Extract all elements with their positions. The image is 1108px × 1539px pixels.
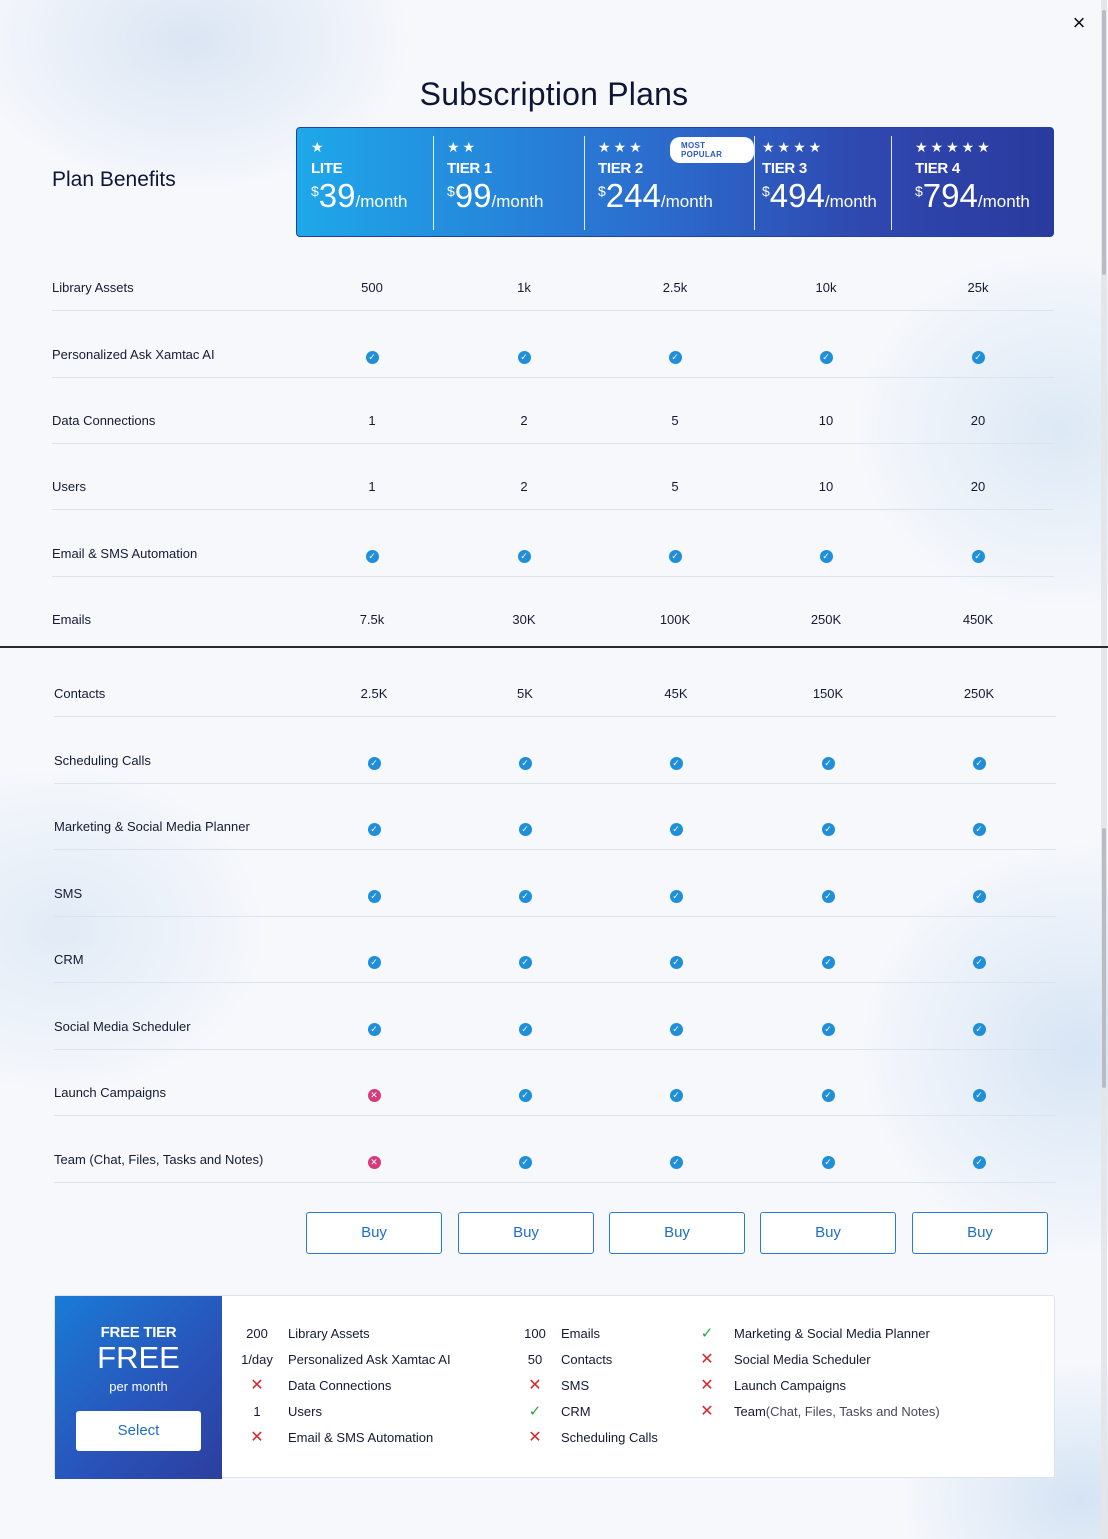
table-cell: 450K: [962, 612, 994, 627]
table-cell-icon: [344, 887, 404, 903]
check-circle-icon: ✓: [973, 757, 986, 770]
free-tier-benefit: [561, 1429, 658, 1447]
free-tier-benefit: [288, 1351, 451, 1369]
free-tier-icon: [687, 1377, 727, 1395]
table-cell: 2.5K: [360, 686, 388, 701]
table-row: [0, 1060, 1108, 1126]
free-tier-benefit: [734, 1377, 846, 1395]
free-tier-icon: [237, 1429, 277, 1447]
table-cell-icon: [342, 348, 402, 364]
table-cell: 5: [671, 413, 679, 428]
free-tier-benefit: [288, 1377, 391, 1395]
price-period: /month: [491, 192, 544, 211]
price-amount: 794: [922, 177, 978, 214]
table-cell: 30K: [512, 612, 536, 627]
x-circle-icon: ✕: [368, 1089, 381, 1102]
table-cell-icon: [344, 1020, 404, 1036]
table-cell-icon: [646, 1153, 706, 1169]
table-cell-icon: [798, 1086, 858, 1102]
row-divider: [54, 1049, 1056, 1050]
table-cell-icon: [798, 1020, 858, 1036]
buy-button-lite[interactable]: Buy: [306, 1212, 442, 1254]
tier-2: [584, 128, 754, 236]
tier-name: TIER 1: [447, 160, 492, 177]
x-icon: ✕: [700, 1377, 714, 1394]
free-tier-benefit: [288, 1325, 370, 1343]
table-cell-icon: [646, 1020, 706, 1036]
table-row: [0, 587, 1108, 653]
buy-button-tier-1[interactable]: Buy: [458, 1212, 594, 1254]
table-cell-icon: [645, 348, 705, 364]
free-tier-icon: [687, 1325, 727, 1343]
free-tier-benefit: [734, 1325, 930, 1343]
row-divider: [54, 1115, 1056, 1116]
table-cell-icon: [949, 953, 1009, 969]
table-cell: 150K: [812, 686, 844, 701]
benefit-label: Emails: [52, 612, 92, 627]
table-cell-icon: [949, 887, 1009, 903]
tier-3: [754, 128, 891, 236]
tier-4: [891, 128, 1053, 236]
free-tier-icon: [515, 1377, 555, 1395]
tier-price: [447, 179, 584, 213]
row-divider: [54, 783, 1056, 784]
x-circle-icon: ✕: [368, 1156, 381, 1169]
page-title: Subscription Plans: [419, 76, 689, 112]
star-icon: ★★★★: [762, 139, 825, 155]
free-tier-benefit-suffix: (Chat, Files, Tasks and Notes): [765, 1404, 940, 1419]
benefit-label: CRM: [54, 952, 84, 967]
table-cell: 10: [818, 479, 834, 494]
check-circle-icon: ✓: [519, 757, 532, 770]
table-cell-icon: [495, 754, 555, 770]
tier-price: [598, 179, 754, 213]
table-cell: 25k: [967, 280, 989, 295]
free-tier-benefit: [561, 1325, 600, 1343]
benefit-label: Marketing & Social Media Planner: [54, 819, 250, 834]
free-tier-benefit-label: Team: [734, 1404, 766, 1419]
table-cell-icon: [949, 754, 1009, 770]
table-row: [0, 255, 1108, 321]
price-period: /month: [355, 192, 408, 211]
table-row: [0, 1127, 1108, 1193]
free-tier-benefit: [734, 1351, 871, 1369]
table-cell-icon: [495, 1086, 555, 1102]
benefit-label: Data Connections: [52, 413, 156, 428]
buy-button-tier-4[interactable]: Buy: [912, 1212, 1048, 1254]
free-tier-value: 1/day: [241, 1352, 273, 1367]
free-tier-benefit: [561, 1403, 591, 1421]
table-cell: 10k: [815, 280, 837, 295]
free-tier-benefit-label: CRM: [561, 1404, 591, 1419]
check-circle-icon: ✓: [822, 757, 835, 770]
row-divider: [54, 849, 1056, 850]
table-cell-icon: [344, 754, 404, 770]
table-cell-icon: [798, 953, 858, 969]
free-tier-period: per month: [109, 1379, 168, 1394]
row-divider: [52, 310, 1054, 311]
price-period: /month: [824, 192, 877, 211]
free-tier-benefit-label: Personalized Ask Xamtac AI: [288, 1352, 451, 1367]
row-divider: [54, 1182, 1056, 1183]
free-tier-benefit-label: Library Assets: [288, 1326, 370, 1341]
benefit-label: Contacts: [54, 686, 106, 701]
table-cell-icon: [342, 547, 402, 563]
table-row: [0, 661, 1108, 727]
price-amount: 99: [454, 177, 492, 214]
currency: $: [311, 183, 319, 199]
tier-name: TIER 3: [762, 160, 807, 177]
benefit-label: Users: [52, 479, 86, 494]
check-circle-icon: ✓: [519, 1156, 532, 1169]
check-icon: ✓: [528, 1403, 542, 1420]
check-circle-icon: ✓: [670, 1156, 683, 1169]
table-cell-icon: [646, 1086, 706, 1102]
table-row: [0, 521, 1108, 587]
check-circle-icon: ✓: [822, 823, 835, 836]
table-cell-icon: [948, 547, 1008, 563]
free-tier-benefit-label: Data Connections: [288, 1378, 392, 1393]
price-amount: 39: [318, 177, 356, 214]
x-icon: ✕: [700, 1403, 714, 1420]
check-circle-icon: ✓: [820, 550, 833, 563]
table-cell-icon: [646, 820, 706, 836]
table-cell: 20: [970, 413, 986, 428]
check-circle-icon: ✓: [670, 823, 683, 836]
free-tier-icon: [237, 1377, 277, 1395]
check-circle-icon: ✓: [973, 1089, 986, 1102]
table-cell: 2: [520, 479, 528, 494]
currency: $: [447, 183, 455, 199]
tier-name: TIER 2: [598, 160, 643, 177]
free-tier-benefit: [288, 1403, 322, 1421]
free-tier-heading: FREE TIER: [100, 1324, 177, 1341]
check-circle-icon: ✓: [973, 823, 986, 836]
table-row: [0, 454, 1108, 520]
x-icon: ✕: [528, 1377, 542, 1394]
most-popular-badge: MOST POPULAR: [670, 137, 754, 163]
star-icon: ★★: [447, 139, 479, 155]
table-cell-icon: [646, 953, 706, 969]
table-cell-icon: [344, 1086, 404, 1102]
x-icon: ✕: [250, 1377, 264, 1394]
free-tier-card: [54, 1295, 1055, 1478]
table-cell-icon: [796, 547, 856, 563]
free-tier-benefit: [561, 1377, 589, 1395]
check-circle-icon: ✓: [519, 823, 532, 836]
benefit-label: Library Assets: [52, 280, 134, 295]
table-cell-icon: [798, 820, 858, 836]
table-cell: 250K: [963, 686, 995, 701]
check-circle-icon: ✓: [368, 757, 381, 770]
check-circle-icon: ✓: [368, 1023, 381, 1036]
free-tier-value: 100: [524, 1326, 546, 1341]
table-cell: 2.5k: [662, 280, 688, 295]
table-cell-icon: [798, 887, 858, 903]
check-icon: ✓: [700, 1325, 714, 1342]
table-cell: 5: [671, 479, 679, 494]
table-cell-icon: [949, 1086, 1009, 1102]
benefit-label: Team (Chat, Files, Tasks and Notes): [54, 1152, 264, 1167]
free-tier-benefit-label: Scheduling Calls: [561, 1430, 658, 1445]
check-circle-icon: ✓: [973, 1023, 986, 1036]
buy-button-tier-2[interactable]: Buy: [609, 1212, 745, 1254]
check-circle-icon: ✓: [822, 1156, 835, 1169]
check-circle-icon: ✓: [669, 351, 682, 364]
table-cell-icon: [796, 348, 856, 364]
free-tier-icon: [515, 1403, 555, 1421]
check-circle-icon: ✓: [366, 351, 379, 364]
free-tier-benefit-label: Emails: [561, 1326, 601, 1341]
table-cell: 100K: [659, 612, 691, 627]
check-circle-icon: ✓: [822, 1089, 835, 1102]
check-circle-icon: ✓: [670, 1023, 683, 1036]
table-cell-icon: [646, 887, 706, 903]
table-row: [0, 322, 1108, 388]
free-tier-icon: [515, 1429, 555, 1447]
row-divider: [52, 443, 1054, 444]
check-circle-icon: ✓: [519, 1089, 532, 1102]
tier-header: [296, 127, 1054, 237]
check-circle-icon: ✓: [368, 956, 381, 969]
table-cell-icon: [495, 820, 555, 836]
table-cell: 10: [818, 413, 834, 428]
benefit-label: Email & SMS Automation: [52, 546, 198, 561]
check-circle-icon: ✓: [973, 1156, 986, 1169]
x-icon: ✕: [250, 1429, 264, 1446]
price-period: /month: [660, 192, 713, 211]
table-cell-icon: [494, 547, 554, 563]
price-amount: 244: [605, 177, 661, 214]
price-period: /month: [977, 192, 1030, 211]
check-circle-icon: ✓: [519, 956, 532, 969]
price-amount: 494: [769, 177, 825, 214]
benefit-label: Launch Campaigns: [54, 1085, 167, 1100]
table-cell-icon: [645, 547, 705, 563]
table-cell-icon: [344, 820, 404, 836]
free-tier-icon: [687, 1403, 727, 1421]
table-cell-icon: [949, 820, 1009, 836]
table-row: [0, 927, 1108, 993]
free-tier-benefit: [288, 1429, 433, 1447]
benefit-label: Personalized Ask Xamtac AI: [52, 347, 215, 362]
currency: $: [762, 183, 770, 199]
table-row: [0, 388, 1108, 454]
table-row: [0, 794, 1108, 860]
table-cell-icon: [344, 953, 404, 969]
free-tier-icon: [687, 1351, 727, 1369]
check-circle-icon: ✓: [822, 890, 835, 903]
free-tier-summary: [55, 1296, 222, 1479]
check-circle-icon: ✓: [670, 1089, 683, 1102]
free-tier-benefit: [561, 1351, 612, 1369]
table-row: [0, 728, 1108, 794]
check-circle-icon: ✓: [972, 351, 985, 364]
row-divider: [52, 509, 1054, 510]
close-icon[interactable]: ×: [1072, 10, 1086, 35]
tier-price: [762, 179, 891, 213]
currency: $: [915, 183, 923, 199]
x-icon: ✕: [528, 1429, 542, 1446]
benefit-label: Scheduling Calls: [54, 753, 151, 768]
row-divider: [54, 982, 1056, 983]
table-row: [0, 861, 1108, 927]
table-cell: 500: [361, 280, 383, 295]
table-cell-icon: [798, 754, 858, 770]
check-circle-icon: ✓: [518, 351, 531, 364]
free-tier-benefit: [734, 1403, 940, 1421]
check-circle-icon: ✓: [973, 956, 986, 969]
check-circle-icon: ✓: [518, 550, 531, 563]
tier-price: [311, 179, 433, 213]
table-cell-icon: [949, 1020, 1009, 1036]
check-circle-icon: ✓: [822, 956, 835, 969]
table-cell: 1: [368, 479, 376, 494]
check-circle-icon: ✓: [973, 890, 986, 903]
tier-name: LITE: [311, 160, 343, 177]
table-cell: 1: [368, 413, 376, 428]
free-tier-benefit-label: Contacts: [561, 1352, 613, 1367]
table-row: [0, 994, 1108, 1060]
table-cell-icon: [798, 1153, 858, 1169]
check-circle-icon: ✓: [820, 351, 833, 364]
row-divider: [54, 716, 1056, 717]
table-cell: 2: [520, 413, 528, 428]
check-circle-icon: ✓: [366, 550, 379, 563]
free-tier-benefit-label: Launch Campaigns: [734, 1378, 847, 1393]
check-circle-icon: ✓: [519, 890, 532, 903]
buy-button-tier-3[interactable]: Buy: [760, 1212, 896, 1254]
benefit-label: Social Media Scheduler: [54, 1019, 191, 1034]
free-tier-benefit-label: Marketing & Social Media Planner: [734, 1326, 930, 1341]
benefit-label: SMS: [54, 886, 83, 901]
check-circle-icon: ✓: [670, 757, 683, 770]
table-cell: 45K: [664, 686, 688, 701]
check-circle-icon: ✓: [368, 890, 381, 903]
x-icon: ✕: [700, 1351, 714, 1368]
check-circle-icon: ✓: [670, 956, 683, 969]
tier-1: [433, 128, 584, 236]
table-cell-icon: [949, 1153, 1009, 1169]
free-tier-value: 50: [527, 1352, 543, 1367]
tier-price: [915, 179, 1053, 213]
free-tier-price: FREE: [97, 1340, 180, 1375]
check-circle-icon: ✓: [670, 890, 683, 903]
table-cell-icon: [495, 887, 555, 903]
free-tier-benefit-label: SMS: [561, 1378, 590, 1393]
check-circle-icon: ✓: [972, 550, 985, 563]
free-tier-value: 1: [253, 1404, 261, 1419]
check-circle-icon: ✓: [368, 823, 381, 836]
check-circle-icon: ✓: [519, 1023, 532, 1036]
currency: $: [598, 183, 606, 199]
free-tier-value: 200: [246, 1326, 268, 1341]
tier-lite: [297, 128, 433, 236]
check-circle-icon: ✓: [669, 550, 682, 563]
row-divider: [52, 377, 1054, 378]
free-tier-benefit-label: Email & SMS Automation: [288, 1430, 434, 1445]
star-icon: ★★★: [598, 139, 645, 155]
scrollbar-thumb[interactable]: [1102, 10, 1106, 275]
tier-name: TIER 4: [915, 160, 960, 177]
table-cell: 1k: [517, 280, 531, 295]
table-cell-icon: [495, 1020, 555, 1036]
row-divider: [54, 916, 1056, 917]
table-cell-icon: [495, 1153, 555, 1169]
table-cell-icon: [495, 953, 555, 969]
table-cell: 250K: [810, 612, 842, 627]
table-cell-icon: [494, 348, 554, 364]
plan-benefits-heading: Plan Benefits: [52, 168, 176, 191]
table-cell-icon: [948, 348, 1008, 364]
row-divider: [52, 576, 1054, 577]
table-cell: 5K: [517, 686, 533, 701]
select-free-tier-button[interactable]: Select: [76, 1411, 201, 1451]
table-cell-icon: [344, 1153, 404, 1169]
table-cell-icon: [646, 754, 706, 770]
free-tier-benefit-label: Users: [288, 1404, 322, 1419]
check-circle-icon: ✓: [822, 1023, 835, 1036]
table-cell: 7.5k: [359, 612, 385, 627]
star-icon: ★: [311, 139, 327, 155]
star-icon: ★★★★★: [915, 139, 993, 155]
table-cell: 20: [970, 479, 986, 494]
free-tier-benefit-label: Social Media Scheduler: [734, 1352, 871, 1367]
